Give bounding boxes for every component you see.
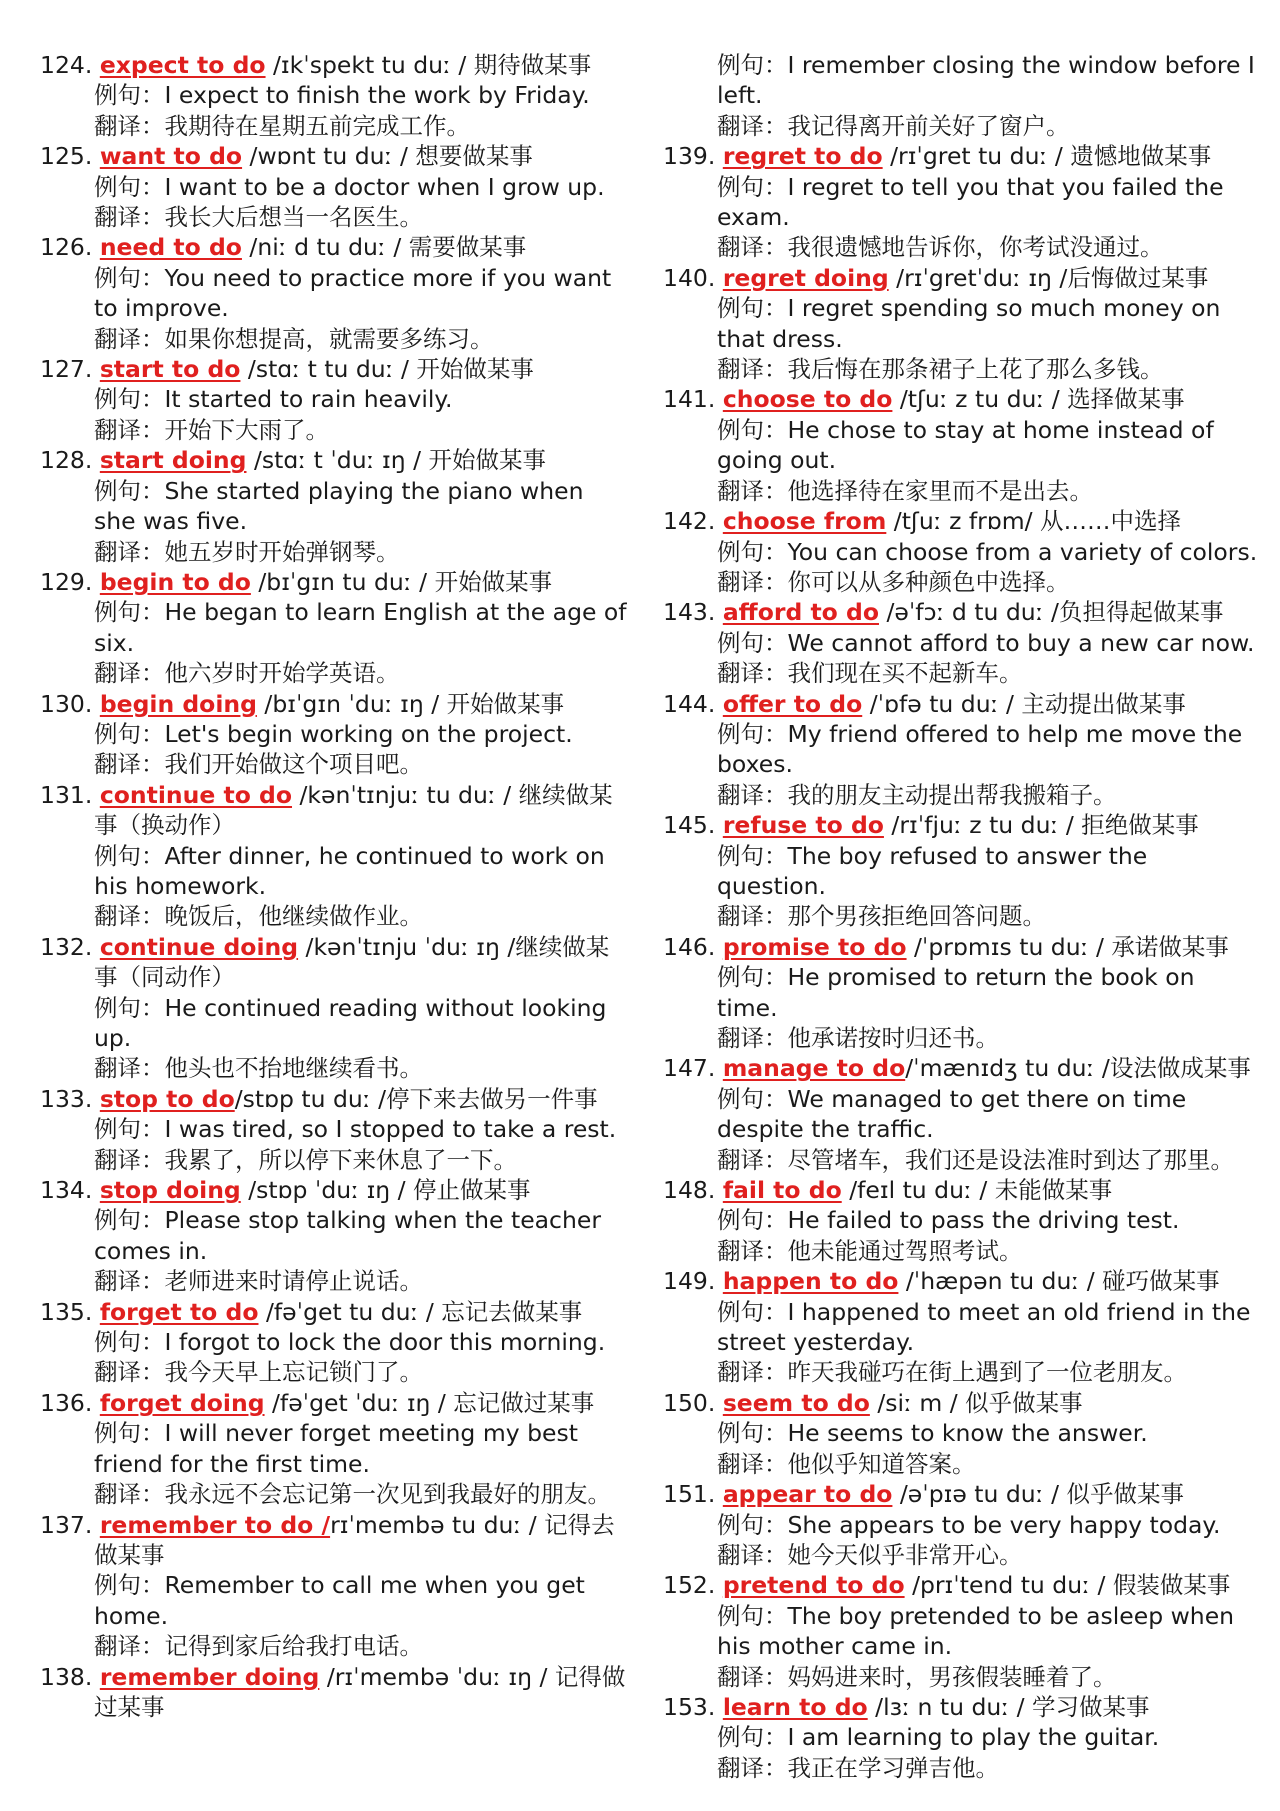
entry-phonetic-meaning: /wɒnt tu duː / 想要做某事 (242, 142, 533, 171)
entry-phrase: remember to do / (99, 1510, 331, 1539)
vocab-entry (663, 810, 1258, 932)
example-sentence: 例句：Let's begin working on the project. (94, 719, 573, 748)
entry-number: 130. (40, 689, 93, 718)
entry-phonetic-meaning: /siː m / 似乎做某事 (869, 1388, 1083, 1417)
example-sentence: 例句：He failed to pass the driving test. (717, 1206, 1180, 1235)
example-sentence: 例句：He continued reading without looking up. (94, 993, 607, 1052)
translation: 翻译：我们开始做这个项目吧。 (94, 750, 423, 779)
entry-phrase: refuse to do (722, 811, 884, 840)
example-sentence: 例句：I forgot to lock the door this morning. (94, 1328, 606, 1357)
vocab-entry (663, 141, 1258, 263)
entry-heading (663, 810, 1258, 840)
entry-phrase: forget doing (99, 1388, 265, 1417)
entry-phrase: stop to do (99, 1084, 235, 1113)
example-sentence: 例句：The boy pretended to be asleep when his mother came in. (717, 1601, 1235, 1661)
translation: 翻译：妈妈进来时，男孩假装睡着了。 (717, 1662, 1117, 1691)
example-sentence: 例句：Please stop talking when the teacher comes in. (94, 1206, 601, 1265)
entry-phrase: begin doing (99, 689, 257, 718)
entry-heading (663, 1692, 1258, 1722)
example-sentence: 例句：I remember closing the window before I left. (717, 51, 1255, 110)
translation: 翻译：晚饭后，他继续做作业。 (94, 902, 423, 931)
example-sentence: 例句：You need to practice more if you want to improve. (94, 263, 612, 323)
entry-number: 125. (40, 142, 93, 171)
vocab-entry (663, 1692, 1258, 1783)
entry-heading (663, 1570, 1258, 1600)
entry-number: 138. (40, 1662, 93, 1691)
translation: 翻译：记得到家后给我打电话。 (94, 1632, 423, 1661)
example-sentence: 例句：My friend offered to help me move the boxes. (717, 719, 1243, 779)
entry-heading (663, 689, 1258, 719)
entry-heading (40, 445, 630, 475)
entry-phrase: begin to do (99, 567, 251, 596)
entry-number: 128. (40, 446, 93, 475)
vocab-entry (663, 1570, 1258, 1692)
entry-heading (663, 1175, 1258, 1205)
translation: 翻译：尽管堵车，我们还是设法准时到达了那里。 (717, 1145, 1234, 1174)
entry-heading (663, 1388, 1258, 1418)
example-sentence: 例句：We cannot afford to buy a new car now. (717, 628, 1255, 657)
vocab-entry (663, 1175, 1258, 1266)
example-sentence: 例句：I was tired, so I stopped to take a rest. (94, 1115, 617, 1144)
entry-phonetic-meaning: /lɜː n tu duː / 学习做某事 (867, 1692, 1150, 1721)
vocab-entry (40, 354, 630, 445)
vocab-entry (663, 384, 1258, 506)
entry-number: 137. (40, 1510, 93, 1539)
example-sentence: 例句：It started to rain heavily. (94, 385, 453, 414)
entry-phonetic-meaning: /ˈmænɪdʒ tu duː /设法做成某事 (905, 1054, 1251, 1083)
entry-heading (40, 354, 630, 384)
vocab-entry (40, 445, 630, 567)
translation: 翻译：我累了，所以停下来休息了一下。 (94, 1145, 517, 1174)
example-sentence: 例句：I will never forget meeting my best friend for the first time. (94, 1419, 578, 1478)
entry-number: 149. (663, 1267, 716, 1296)
entry-phrase: learn to do (722, 1692, 868, 1721)
entry-number: 142. (663, 507, 716, 536)
translation: 翻译：她五岁时开始弹钢琴。 (94, 537, 400, 566)
translation: 翻译：你可以从多种颜色中选择。 (717, 567, 1070, 596)
example-sentence: 例句：We managed to get there on time despite the traffic. (717, 1084, 1187, 1144)
vocab-entry (663, 597, 1258, 688)
entry-phonetic-meaning: /stɒp ˈduː ɪŋ / 停止做某事 (240, 1176, 531, 1205)
entry-phonetic-meaning: /ˈɒfə tu duː / 主动提出做某事 (862, 689, 1186, 718)
example-sentence: 例句：He promised to return the book on time. (717, 963, 1195, 1022)
example-sentence: 例句：I regret to tell you that you failed the exam. (717, 172, 1224, 232)
example-sentence: 例句：He began to learn English at the age of six. (94, 598, 627, 657)
vocab-entry (40, 232, 630, 354)
translation: 翻译：他选择待在家里而不是出去。 (717, 476, 1093, 505)
entry-phonetic-meaning: /stɑː t tu duː / 开始做某事 (240, 355, 534, 384)
entry-heading (40, 1510, 630, 1571)
entry-phonetic-meaning: /bɪˈgɪn tu duː / 开始做某事 (250, 567, 553, 596)
entry-phonetic-meaning: /feɪl tu duː / 未能做某事 (841, 1176, 1113, 1205)
entry-heading (40, 1297, 630, 1327)
vocab-entry (40, 1175, 630, 1297)
example-sentence: 例句：Remember to call me when you get home. (94, 1571, 585, 1630)
entry-heading (663, 141, 1258, 171)
entry-heading (40, 50, 630, 80)
entry-number: 126. (40, 233, 93, 262)
entry-number: 143. (663, 598, 716, 627)
entry-heading (663, 597, 1258, 627)
vocab-entry (40, 1510, 630, 1662)
entry-phrase: pretend to do (722, 1571, 905, 1600)
translation: 翻译：老师进来时请停止说话。 (94, 1267, 423, 1296)
example-sentence: 例句：I want to be a doctor when I grow up. (94, 172, 605, 201)
entry-heading (40, 141, 630, 171)
entry-number: 150. (663, 1388, 716, 1417)
vocab-entry (663, 1053, 1258, 1175)
entry-phrase: choose to do (722, 385, 893, 414)
entry-phonetic-meaning: /prɪˈtend tu duː / 假装做某事 (904, 1571, 1231, 1600)
entry-number: 146. (663, 932, 716, 961)
entry-heading (663, 1479, 1258, 1509)
vocab-entry (663, 1479, 1258, 1570)
entry-number: 133. (40, 1084, 93, 1113)
vocab-entry (40, 932, 630, 1084)
entry-number: 139. (663, 142, 716, 171)
entry-heading (40, 232, 630, 262)
translation: 翻译：他未能通过驾照考试。 (717, 1236, 1023, 1265)
entry-heading (40, 1175, 630, 1205)
entry-number: 140. (663, 263, 716, 292)
entry-phonetic-meaning: /rɪˈgretˈduː ɪŋ /后悔做过某事 (888, 263, 1209, 292)
left-column (40, 50, 630, 1722)
entry-phrase: promise to do (722, 932, 907, 961)
entry-number: 141. (663, 385, 716, 414)
vocab-entry (663, 1266, 1258, 1388)
entry-phrase: start to do (99, 355, 241, 384)
vocab-entry (663, 263, 1258, 385)
entry-phonetic-meaning: /rɪˈfjuː z tu duː / 拒绝做某事 (883, 811, 1199, 840)
entry-number: 136. (40, 1388, 93, 1417)
translation: 翻译：那个男孩拒绝回答问题。 (717, 902, 1046, 931)
example-sentence: 例句：I am learning to play the guitar. (717, 1723, 1160, 1752)
translation: 翻译：她今天似乎非常开心。 (717, 1540, 1023, 1569)
entry-phonetic-meaning: /ˈprɒmɪs tu duː / 承诺做某事 (906, 932, 1229, 961)
translation: 翻译：我记得离开前关好了窗户。 (717, 111, 1070, 140)
example-sentence: 例句：He seems to know the answer. (717, 1419, 1148, 1448)
entry-number: 124. (40, 51, 93, 79)
entry-phonetic-meaning: /fəˈget ˈduː ɪŋ / 忘记做过某事 (264, 1388, 595, 1417)
entry-number: 144. (663, 689, 716, 718)
entry-number: 153. (663, 1692, 716, 1721)
entry-number: 131. (40, 780, 93, 809)
translation: 翻译：他头也不抬地继续看书。 (94, 1054, 423, 1083)
entry-phonetic-meaning: rɪˈmembə tu duː / 记得去做某事 (94, 1510, 615, 1569)
entry-number: 148. (663, 1176, 716, 1205)
entry-phonetic-meaning: /kənˈtɪnjuː tu duː / 继续做某事（换动作） (94, 780, 613, 840)
entry-heading (40, 932, 630, 993)
vocab-entry (40, 1388, 630, 1510)
entry-phrase: continue doing (99, 932, 299, 961)
right-column (663, 50, 1258, 1783)
entry-heading (40, 1388, 630, 1418)
entry-heading (663, 932, 1258, 962)
vocab-entry (663, 932, 1258, 1054)
entry-phonetic-meaning: /rɪˈmembə ˈduː ɪŋ / 记得做过某事 (94, 1662, 626, 1721)
vocab-entry (40, 689, 630, 780)
translation: 翻译：我的朋友主动提出帮我搬箱子。 (717, 780, 1117, 809)
translation: 翻译：我长大后想当一名医生。 (94, 203, 423, 232)
entry-phrase: offer to do (722, 689, 863, 718)
entry-phonetic-meaning: /niː d tu duː / 需要做某事 (241, 233, 527, 262)
entry-heading (40, 1084, 630, 1114)
entry-phonetic-meaning: /stɒp tu duː /停下来去做另一件事 (234, 1084, 598, 1113)
entry-phonetic-meaning: /kənˈtɪnju ˈduː ɪŋ /继续做某事（同动作） (94, 932, 610, 992)
example-sentence: 例句：She appears to be very happy today. (717, 1510, 1221, 1539)
translation: 翻译：我后悔在那条裙子上花了那么多钱。 (717, 355, 1164, 384)
entry-number: 145. (663, 811, 716, 840)
entry-phrase: fail to do (722, 1176, 842, 1205)
entry-phonetic-meaning: /bɪˈgɪn ˈduː ɪŋ / 开始做某事 (256, 689, 565, 718)
translation: 翻译：他承诺按时归还书。 (717, 1024, 999, 1052)
entry-number: 135. (40, 1297, 93, 1326)
entry-phonetic-meaning: /ɪkˈspekt tu duː / 期待做某事 (265, 51, 592, 79)
translation: 翻译：他似乎知道答案。 (717, 1449, 976, 1478)
vocab-entry (663, 1388, 1258, 1479)
entry-number: 127. (40, 355, 93, 384)
entry-phrase: need to do (99, 233, 242, 262)
translation: 翻译：昨天我碰巧在街上遇到了一位老朋友。 (717, 1358, 1187, 1387)
vocab-entry (40, 567, 630, 689)
example-sentence: 例句：She started playing the piano when she was five. (94, 476, 584, 536)
vocab-entry (40, 1662, 630, 1723)
translation: 翻译：我很遗憾地告诉你，你考试没通过。 (717, 233, 1164, 262)
entry-phonetic-meaning: /əˈfɔː d tu duː /负担得起做某事 (878, 598, 1224, 627)
example-sentence: 例句：He chose to stay at home instead of going out. (717, 415, 1214, 475)
entry-phrase: stop doing (99, 1176, 241, 1205)
entry-heading (40, 780, 630, 841)
vocab-entry (663, 50, 1258, 141)
vocab-entry (40, 1297, 630, 1388)
entry-heading (40, 689, 630, 719)
entry-phonetic-meaning: /ˈhæpən tu duː / 碰巧做某事 (898, 1267, 1220, 1296)
entry-number: 132. (40, 932, 93, 961)
entry-number: 134. (40, 1176, 93, 1205)
translation: 翻译：我正在学习弹吉他。 (717, 1753, 999, 1782)
translation: 翻译：如果你想提高，就需要多练习。 (94, 324, 494, 353)
entry-phonetic-meaning: /tʃuː z tu duː / 选择做某事 (892, 385, 1185, 414)
entry-phrase: regret to do (722, 142, 883, 171)
entry-number: 129. (40, 567, 93, 596)
entry-phrase: want to do (99, 142, 243, 171)
vocab-entry (40, 141, 630, 232)
entry-phrase: start doing (99, 446, 247, 475)
entry-heading (40, 567, 630, 597)
vocab-entry (663, 506, 1258, 597)
vocab-entry (40, 50, 630, 141)
entry-heading (40, 1662, 630, 1723)
example-sentence: 例句：You can choose from a variety of colors. (717, 537, 1258, 566)
vocab-entry (40, 1084, 630, 1175)
example-sentence: 例句：I expect to finish the work by Friday. (94, 81, 590, 110)
translation: 翻译：开始下大雨了。 (94, 415, 329, 444)
entry-heading (663, 1053, 1258, 1083)
entry-phrase: seem to do (722, 1388, 870, 1417)
entry-heading (663, 1266, 1258, 1296)
translation: 翻译：我今天早上忘记锁门了。 (94, 1358, 423, 1387)
entry-number: 147. (663, 1054, 716, 1083)
entry-phonetic-meaning: /rɪˈgret tu duː / 遗憾地做某事 (882, 142, 1212, 171)
translation: 翻译：我永远不会忘记第一次见到我最好的朋友。 (94, 1480, 611, 1509)
entry-phonetic-meaning: /stɑː t ˈduː ɪŋ / 开始做某事 (246, 446, 546, 475)
entry-phrase: afford to do (722, 598, 879, 627)
entry-phrase: manage to do (722, 1054, 906, 1083)
entry-number: 151. (663, 1480, 716, 1509)
entry-phonetic-meaning: /əˈpɪə tu duː / 似乎做某事 (892, 1480, 1184, 1509)
entry-phrase: choose from (722, 507, 887, 536)
entry-phrase: continue to do (99, 780, 293, 809)
entry-heading (663, 263, 1258, 293)
entry-phonetic-meaning: /fəˈget tu duː / 忘记去做某事 (258, 1297, 583, 1326)
entry-heading (663, 384, 1258, 414)
translation: 翻译：我们现在买不起新车。 (717, 659, 1023, 688)
entry-phrase: regret doing (722, 263, 889, 292)
entry-phrase: happen to do (722, 1267, 899, 1296)
entry-number: 152. (663, 1571, 716, 1600)
vocab-entry (663, 689, 1258, 811)
example-sentence: 例句：After dinner, he continued to work on his homework. (94, 841, 605, 900)
entry-phrase: forget to do (99, 1297, 259, 1326)
translation: 翻译：他六岁时开始学英语。 (94, 659, 400, 688)
vocab-entry (40, 780, 630, 932)
translation: 翻译：我期待在星期五前完成工作。 (94, 111, 470, 140)
entry-phrase: remember doing (99, 1662, 320, 1691)
example-sentence: 例句：The boy refused to answer the question. (717, 841, 1148, 900)
entry-phonetic-meaning: /tʃuː z frɒm/ 从……中选择 (886, 507, 1182, 536)
entry-heading (663, 506, 1258, 536)
entry-phrase: appear to do (722, 1480, 893, 1509)
example-sentence: 例句：I happened to meet an old friend in the street yesterday. (717, 1297, 1251, 1357)
example-sentence: 例句：I regret spending so much money on that dress. (717, 294, 1221, 353)
entry-phrase: expect to do (99, 51, 266, 79)
